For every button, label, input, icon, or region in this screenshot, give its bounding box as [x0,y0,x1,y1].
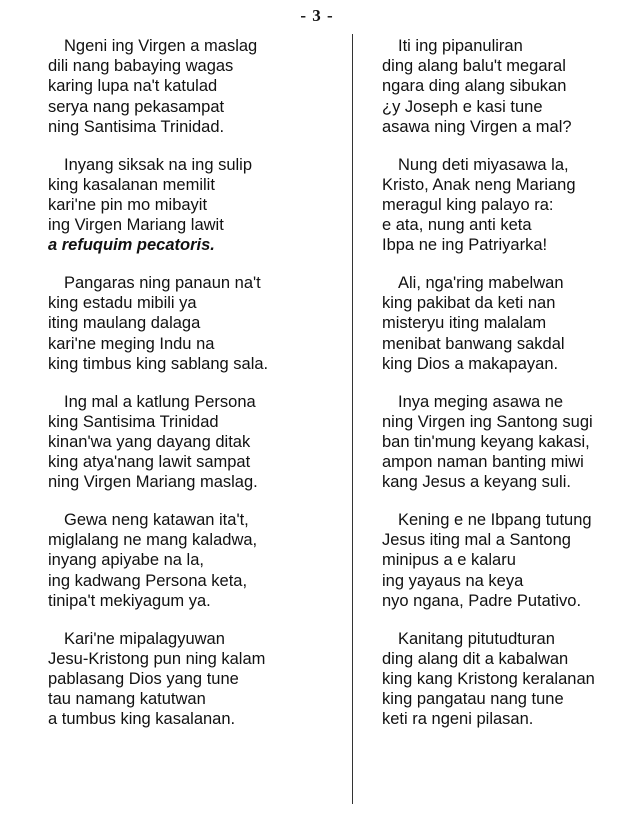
verse-line: menibat banwang sakdal [382,334,565,353]
stanza [48,510,344,611]
verse-line: inyang apiyabe na la, [48,551,204,570]
verse-line: king timbus king sablang sala. [48,354,269,373]
verse-line: serya nang pekasampat [48,97,225,116]
verse-line: Iti ing pipanuliran [398,37,523,55]
verse-line: ¿y Joseph e kasi tune [382,97,543,116]
verse-line-latin-emphasis: a refuquim pecatoris. [48,236,215,255]
verse-line: iting maulang dalaga [48,314,201,333]
stanza [48,36,344,137]
verse-line: kang Jesus a keyang suli. [382,473,571,492]
verse-line: Kening e ne Ibpang tutung [398,511,592,530]
verse-line: pablasang Dios yang tune [48,669,239,688]
verse-line: Kristo, Anak neng Mariang [382,175,576,194]
verse-line: ampon naman banting miwi [382,453,584,472]
stanza [382,629,634,730]
verse-line: king kang Kristong keralanan [382,669,595,688]
right-column [382,36,634,747]
verse-line: king pangatau nang tune [382,690,564,709]
verse-line: king Dios a makapayan. [382,354,559,373]
verse-line: king Santisima Trinidad [48,412,219,431]
verse-line: tau namang katutwan [48,690,206,709]
verse-line: dili nang babaying wagas [48,57,234,76]
verse-line: Nung deti miyasawa la, [398,155,569,174]
stanza [48,392,344,493]
left-column [48,36,344,747]
verse-line: minipus a e kalaru [382,551,516,570]
stanza [382,273,634,374]
verse-line: king kasalanan memilit [48,175,215,194]
verse-line: Inya meging asawa ne [398,392,564,411]
verse-line: Gewa neng katawan ita't, [64,511,249,530]
verse-line: Ing mal a katlung Persona [64,392,256,411]
verse-line: ing Virgen Mariang lawit [48,216,224,235]
verse-line: king pakibat da keti nan [382,294,556,313]
verse-line: tinipa't mekiyagum ya. [48,591,211,610]
verse-line: Ibpa ne ing Patriyarka! [382,236,548,255]
verse-line: kari'ne meging Indu na [48,334,215,353]
verse-line: a tumbus king kasalanan. [48,710,236,729]
verse-line: Jesu-Kristong pun ning kalam [48,649,266,668]
verse-line: ning Virgen ing Santong sugi [382,412,593,431]
verse-line: misteryu iting malalam [382,314,547,333]
stanza [48,273,344,374]
verse-line: Kanitang pitutudturan [398,629,555,648]
verse-line: ban tin'mung keyang kakasi, [382,432,590,451]
verse-line: Ngeni ing Virgen a maslag [64,37,258,55]
verse-line: keti ra ngeni pilasan. [382,710,534,729]
verse-line: karing lupa na't katulad [48,77,218,96]
stanza [382,392,634,493]
verse-line: ding alang balu't megaral [382,57,566,76]
verse-line: Inyang siksak na ing sulip [64,155,253,174]
stanza [382,36,634,137]
verse-line: kari'ne pin mo mibayit [48,195,208,214]
verse-line: ding alang dit a kabalwan [382,649,569,668]
stanza [48,155,344,256]
page-number: - 3 - [300,6,334,25]
verse-line: king atya'nang lawit sampat [48,453,251,472]
verse-line: ing kadwang Persona keta, [48,571,248,590]
stanza [382,155,634,256]
verse-line: ning Virgen Mariang maslag. [48,473,258,492]
stanza [382,510,634,611]
verse-line: ing yayaus na keya [382,571,524,590]
verse-line: Jesus iting mal a Santong [382,531,571,550]
verse-line: Pangaras ning panaun na't [64,274,261,293]
verse-line: nyo ngana, Padre Putativo. [382,591,582,610]
verse-line: kinan'wa yang dayang ditak [48,432,251,451]
verse-line: Kari'ne mipalagyuwan [64,629,225,648]
verse-line: ning Santisima Trinidad. [48,117,225,136]
verse-line: e ata, nung anti keta [382,216,532,235]
verse-line: ngara ding alang sibukan [382,77,567,96]
verse-line: asawa ning Virgen a mal? [382,117,572,136]
verse-line: Ali, nga'ring mabelwan [398,274,564,293]
verse-line: miglalang ne mang kaladwa, [48,531,258,550]
column-divider [352,34,353,804]
verse-line: king estadu mibili ya [48,294,197,313]
stanza [48,629,344,730]
verse-line: meragul king palayo ra: [382,195,554,214]
